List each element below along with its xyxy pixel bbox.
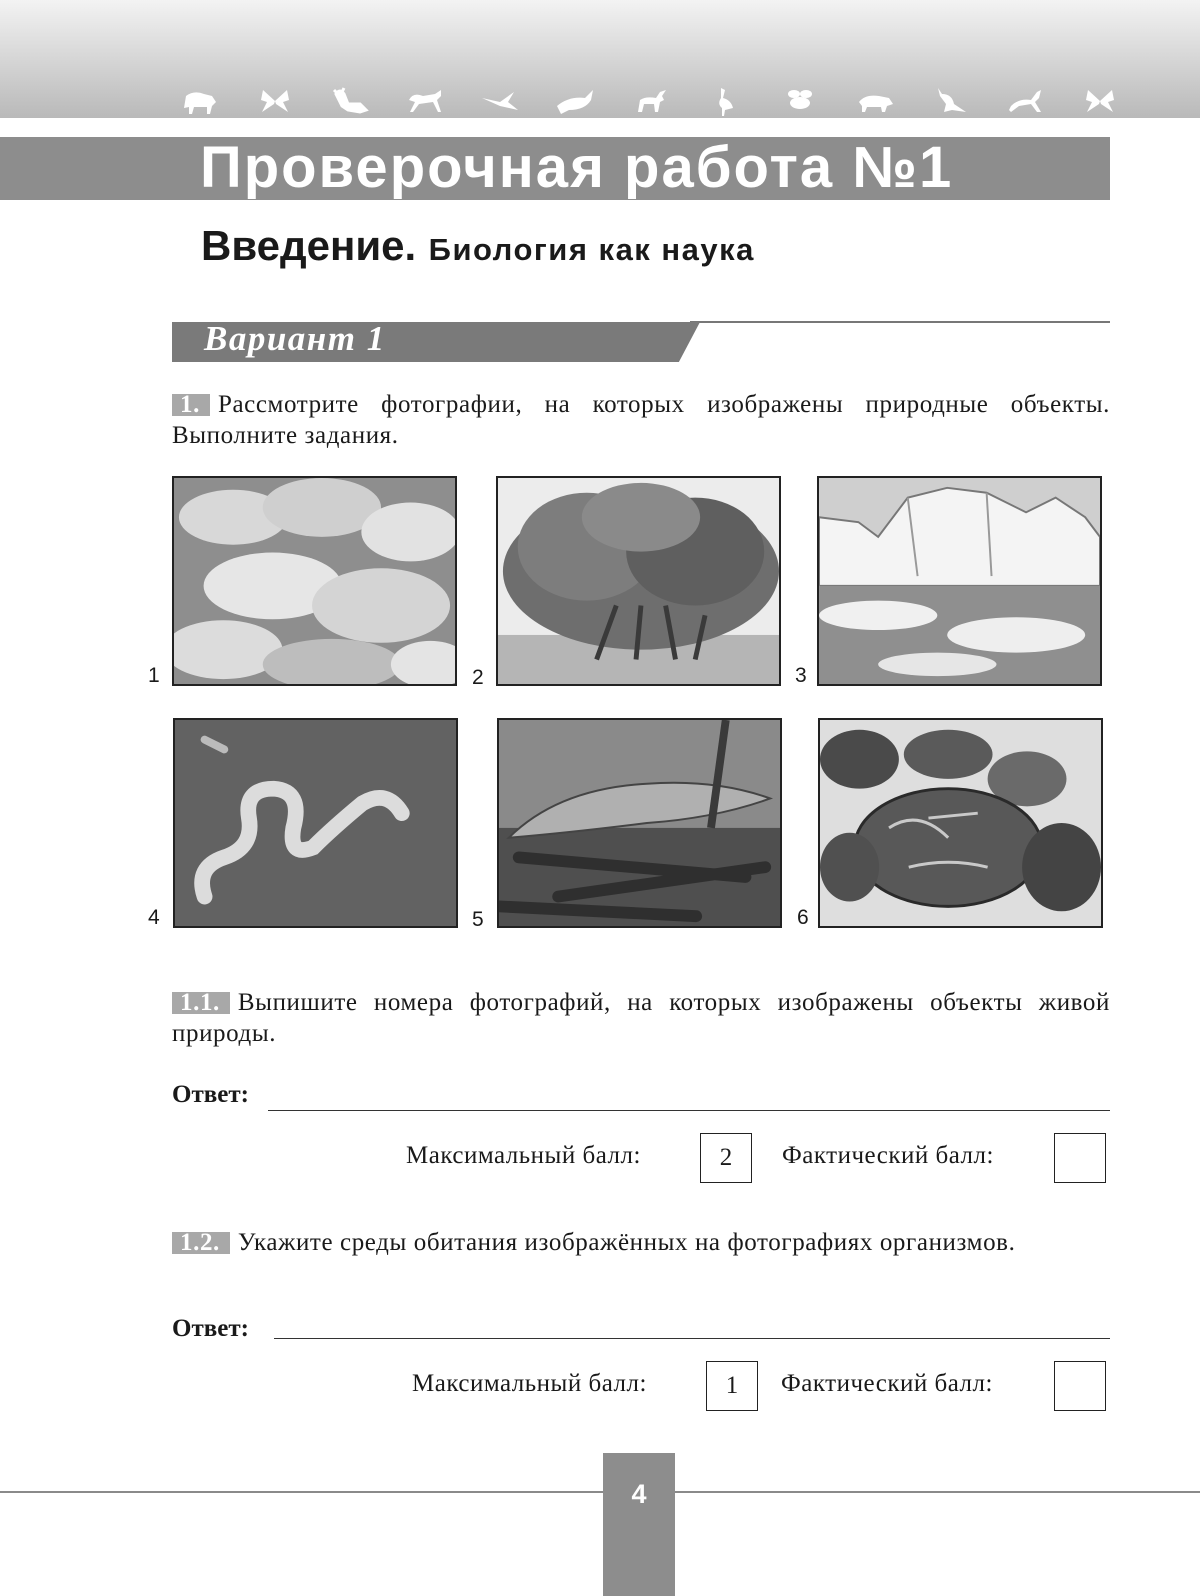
photo-earthworm (173, 718, 458, 928)
task-text: Выпишите номера фотографий, на которых изображены объекты живой природы. (172, 989, 1110, 1047)
variant-rule (690, 321, 1110, 323)
moose-icon (630, 86, 670, 116)
photo-number: 2 (472, 666, 484, 689)
photo-iceberg (817, 476, 1102, 686)
boar-icon (855, 86, 895, 116)
photo-clouds (172, 476, 457, 686)
photo-number: 1 (148, 664, 160, 687)
butterfly-icon (255, 86, 295, 116)
task-number: 1. (172, 394, 210, 416)
task-1 (172, 389, 1110, 451)
max-score-label: Максимальный балл: (406, 1142, 641, 1169)
max-score-box: 2 (700, 1133, 752, 1183)
animal-silhouettes (180, 86, 1120, 118)
bird-icon (480, 86, 520, 116)
scorpion-icon (330, 86, 370, 116)
actual-score-box[interactable] (1054, 1361, 1106, 1411)
dolphin-icon (555, 86, 595, 116)
photo-number: 5 (472, 908, 484, 931)
bison-icon (180, 86, 220, 116)
heron-icon (705, 86, 745, 116)
answer-line-1-2[interactable] (274, 1338, 1110, 1339)
answer-line-1-1[interactable] (268, 1110, 1110, 1111)
task-1-2 (172, 1227, 1110, 1258)
photo-number: 3 (795, 664, 807, 687)
footer-rule (0, 1491, 1200, 1493)
task-text: Укажите среды обитания изображённых на фотографиях организмов. (237, 1229, 1016, 1256)
task-1-1 (172, 987, 1110, 1049)
subtitle-rest: Биология как наука (428, 232, 755, 267)
photo-shrub (496, 476, 781, 686)
actual-score-label: Фактический балл: (781, 1370, 993, 1397)
horse-icon (405, 86, 445, 116)
task-text: Рассмотрите фотографии, на которых изображены природные объекты. Выполните задания. (172, 391, 1110, 449)
photo-sturgeon (497, 718, 782, 928)
max-score-label: Максимальный балл: (412, 1370, 647, 1397)
bee-icon (780, 86, 820, 116)
antelope-icon (1005, 86, 1045, 116)
answer-label: Ответ: (172, 1315, 249, 1342)
kangaroo-icon (930, 86, 970, 116)
photo-boulders (818, 718, 1103, 928)
photo-number: 6 (797, 906, 809, 929)
page-title: Проверочная работа №1 (200, 135, 954, 200)
task-number: 1.1. (172, 992, 230, 1014)
page-number: 4 (603, 1453, 675, 1596)
max-score-box: 1 (706, 1361, 758, 1411)
butterfly-icon (1080, 86, 1120, 116)
actual-score-label: Фактический балл: (782, 1142, 994, 1169)
section-subtitle (201, 222, 755, 270)
variant-label: Вариант 1 (204, 319, 386, 358)
actual-score-box[interactable] (1054, 1133, 1106, 1183)
photo-number: 4 (148, 906, 160, 929)
subtitle-main: Введение. (201, 222, 417, 269)
answer-label: Ответ: (172, 1081, 249, 1108)
task-number: 1.2. (172, 1232, 230, 1254)
